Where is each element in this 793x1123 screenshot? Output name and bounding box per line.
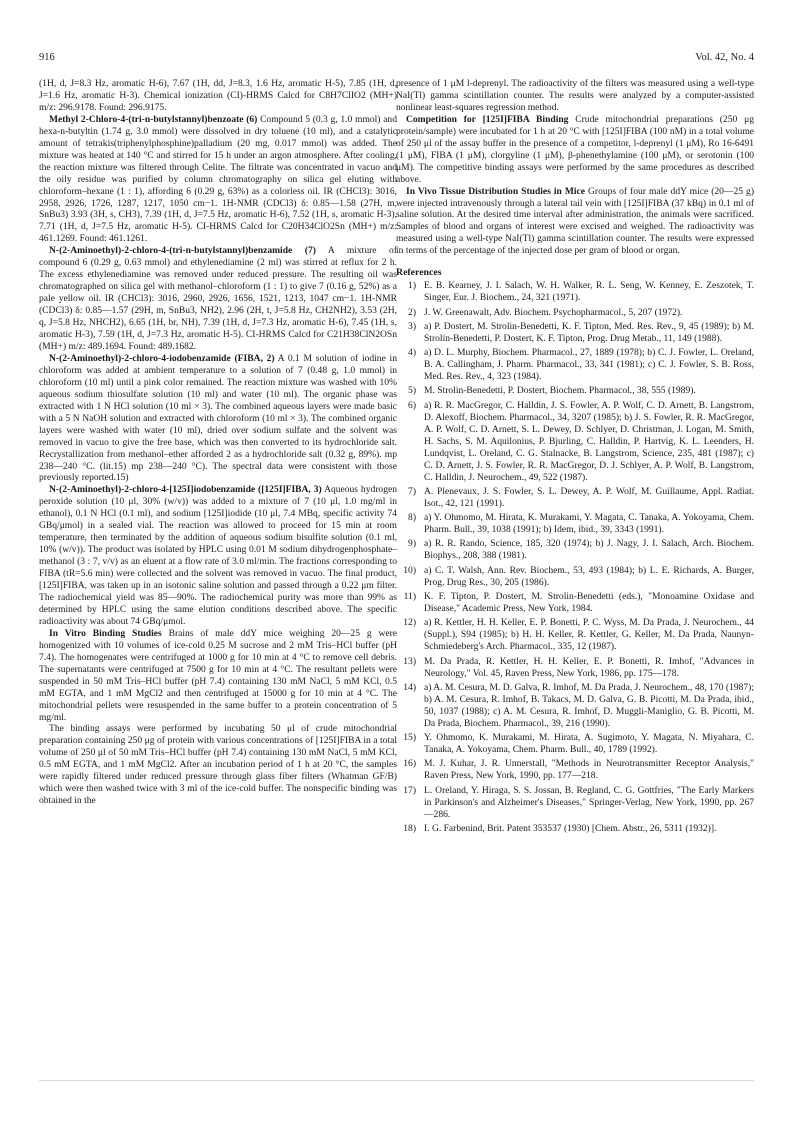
reference-item [396,385,754,397]
reference-text: A. Plenevaux, J. S. Fowler, S. L. Dewey, A. P. Wolf, M. Guillaume, Appl. Radiat. Isot., 42, 121 (1991). [424,485,754,509]
reference-number: 10) [403,564,416,576]
reference-number: 16) [403,758,416,770]
paragraph-text: Groups of four male ddY mice (20—25 g) were injected intravenously through a lateral tail vein with [125I]FIBA (37 kBq) in 0.1 ml of saline solution. At the desired time interval after administration, the animals were sacrificed. Samples of blood and organs of interest were excised and weighed. The radioactivity was measured using a well-type NaI(Tl) gamma scintillation counter. The results were expressed in terms of the percentage of the injected dose per gram of blood or organ. [396,185,754,257]
reference-number: 17) [403,784,416,796]
reference-item [396,785,754,821]
right-column [396,78,754,837]
paragraph-continuation: (1H, d, J=8.3 Hz, aromatic H-6), 7.67 (1H, dd, J=8.3, 1.6 Hz, aromatic H-5), 7.85 (1H, d, J=1.6 Hz, aromatic H-3). Chemical ionization (CI)-HRMS Calcd for C8H7ClIO2 (MH+) m/z: 296.9178. Found: 296.9175. [39,78,397,113]
reference-text: M. Strolin-Benedetti, P. Dostert, Biochem. Pharmacol., 38, 555 (1989). [424,385,696,397]
section-heading: N-(2-Aminoethyl)-2-chloro-4-[125I]iodobenzamide ([125I]FIBA, 3) [49,484,322,496]
reference-text: a) R. R. MacGregor, C. Halldin, J. S. Fowler, A. P. Wolf, C. D. Arnett, B. Langstrom, D. Alexoff, Biochem. Pharmacol., 34, 3207 (1985); b) J. S. Fowler, R. R. MacGregor, A. P. Wolf, C. D. Arnett, S. L. Dewey, D. Schlyer, D. Christman, J. Logan, M. Smith, H. Sachs, S. M. Aquilonius, P. Bjurling, C. Halldin, P. Hartvig, K. L. Leenders, H. Lundqvist, L. Oreland, C. G. Stalnacke, B. Langstrom, Science, 235, 481 (1987); c) C. D. Arnett, J. S. Fowler, R. R. MacGregor, D. J. Schlyer, A. P. Wolf, B. Langstrom, C. Halldin, J. Neurochem., 49, 522 (1987). [424,399,754,483]
reference-text: Y. Ohmomo, K. Murakami, M. Hirata, A. Sugimoto, Y. Magata, N. Miyahara, C. Tanaka, A. Yokoyama, Chem. Pharm. Bull., 40, 1789 (1992). [424,732,754,756]
left-column [39,78,397,807]
paragraph-in-vitro [39,628,397,724]
section-heading: Competition for [125I]FIBA Binding [406,113,569,125]
section-heading: In Vivo Tissue Distribution Studies in Mice [406,185,585,197]
reference-item [396,591,754,615]
page-header [39,52,754,66]
reference-number: 5) [408,385,416,397]
reference-item [396,280,754,304]
paragraph-labeled-fiba [39,484,397,627]
paragraph-compound-6 [39,114,397,245]
reference-text: J. W. Greenawalt, Adv. Biochem. Psychopharmacol., 5, 207 (1972). [424,306,683,318]
footer-rule [39,1080,754,1081]
references-list [396,280,754,835]
reference-item [396,400,754,484]
paragraph-compound-7 [39,245,397,353]
paragraph-text: Compound 5 (0.3 g, 1.0 mmol) and hexa-n-butyltin (1.74 g, 3.0 mmol) were dissolved in dry toluene (10 ml), and a catalytic amount of tetrakis(triphenylphosphine)palladium (20 mg, 0.017 mmol) was added. The mixture was heated at 140 °C and stirred for 15 h under an argon atmosphere. After cooling, the reaction mixture was filtered through Celite. The filtrate was concentrated in vacuo and the oily residue was purified by column chromatography on silica gel eluting with chloroform–hexane (1 : 1), affording 6 (0.29 g, 63%) as a colorless oil. IR (CHCl3): 3016, 2958, 2926, 1726, 1287, 1217, 1050 cm−1. 1H-NMR (CDCl3) δ: 0.85—1.58 (27H, m, SnBu3) 3.93 (3H, s, CH3), 7.39 (1H, d, J=7.5 Hz, aromatic H-6), 7.52 (1H, s, aromatic H-3), 7.71 (1H, d, J=7.5 Hz, aromatic H-5). CI-HRMS Calcd for C20H34ClO2Sn (MH+) m/z: 461.1269. Found: 461.1261. [39,113,397,245]
reference-text: E. B. Kearney, J. I. Salach, W. H. Walker, R. L. Seng, W. Kenney, E. Zeszotek, T. Singer, Eur. J. Biochem., 24, 321 (1971). [424,280,754,304]
references-heading: References [396,267,442,279]
paragraph-continuation: presence of 1 μM l-deprenyl. The radioactivity of the filters was measured using a well-type NaI(Tl) gamma scintillation counter. The results were analyzed by a computer-assisted nonlinear least-squares regression method. [396,78,754,113]
reference-number: 8) [408,512,416,524]
reference-text: L. Oreland, Y. Hiraga, S. S. Jossan, B. Regland, C. G. Gottfries, "The Early Markers in Parkinson's and Alzheimer's Diseases," Springer-Verlag, New York, 1990, pp. 267—286. [424,784,754,820]
reference-number: 14) [403,681,416,693]
paragraph-binding-assay: The binding assays were performed by incubating 50 μl of crude mitochondrial preparation containing 250 μg of protein with various concentrations of [125I]FIBA in a total volume of 250 μl of 50 mM Tris–HCl buffer (pH 7.4) containing 130 mM NaCl, 5 mM KCl, 0.5 mM EGTA, and 1 mM MgCl2. After an incubation period of 1 h at 20 °C, the samples were rapidly filtered under reduced pressure through glass fiber filters (Whatman GF/B) which were then washed twice with 3 ml of the ice-cold buffer. The nonspecific binding was obtained in the [39,723,397,807]
reference-text: a) P. Dostert, M. Strolin-Benedetti, K. F. Tipton, Med. Res. Rev., 9, 45 (1989); b) M. Strolin-Benedetti, P. Dostert, K. F. Tipton, Prog. Drug Metab., 11, 149 (1988). [424,320,754,344]
reference-number: 1) [408,280,416,292]
reference-item [396,823,754,835]
reference-number: 4) [408,347,416,359]
reference-text: K. F. Tipton, P. Dostert, M. Strolin-Benedetti (eds.), "Monoamine Oxidase and Disease," Academic Press, New York, 1984. [424,591,754,614]
section-heading: In Vitro Binding Studies [49,627,162,639]
volume-issue: Vol. 42, No. 4 [695,52,754,63]
paragraph-text: A mixture of compound 6 (0.29 g, 0.63 mmol) and ethylenediamine (2 ml) was stirred at reflux for 2 h. The excess ethylenediamine was removed under reduced pressure. The resulting oil was chromatographed on silica gel with methanol–chloroform (1 : 1) to give 7 (0.16 g, 52%) as a pale yellow oil. IR (CHCl3): 3016, 2960, 2926, 1656, 1521, 1213, 1047 cm−1. 1H-NMR (CDCl3) δ: 0.85—1.57 (29H, m, SnBu3, NH2), 2.96 (2H, t, J=5.8 Hz, CH2NH2), 3.53 (2H, q, J=5.8 Hz, NHCH2), 6.65 (1H, br, NH), 7.39 (1H, d, J=7.3 Hz, aromatic H-6), 7.45 (1H, s, aromatic H-3), 7.59 (1H, d, J=7.3 Hz, aromatic H-5). CI-HRMS Calcd for C21H38ClN2OSn (MH+) m/z: 489.1694. Found: 489.1682. [39,245,398,352]
reference-item [396,758,754,782]
paragraph-competition [396,114,754,186]
reference-item [396,565,754,589]
section-heading: N-(2-Aminoethyl)-2-chloro-4-iodobenzamide (FIBA, 2) [49,352,275,364]
reference-item [396,512,754,536]
reference-number: 15) [403,732,416,744]
reference-number: 9) [408,538,416,550]
paragraph-text: Crude mitochondrial preparations (250 μg protein/sample) were incubated for 1 h at 20 °C with [125I]FIBA (100 nM) in a total volume of 250 μl of the assay buffer in the presence of a competitor, l-deprenyl (1 μM), Ro 16-6491 (1 μM), FIBA (1 μM), clorgyline (1 μM), β-phenethylamine (100 μM), or serotonin (100 μM). The competitive binding assays were performed by the same procedures as described above. [396,113,754,185]
reference-number: 18) [403,822,416,834]
reference-item [396,538,754,562]
reference-number: 13) [403,655,416,667]
section-heading: Methyl 2-Chloro-4-(tri-n-butylstannyl)benzoate (6) [49,113,258,125]
reference-item [396,682,754,730]
paragraph-fiba [39,353,397,484]
page-number: 916 [39,52,55,63]
section-heading: N-(2-Aminoethyl)-2-chloro-4-(tri-n-butylstannyl)benzamide (7) [49,245,316,257]
reference-item [396,347,754,383]
paragraph-text: A 0.1 M solution of iodine in chloroform was added at ambient temperature to a solution of 7 (0.48 g, 1.0 mmol) in chloroform (10 ml) until a pink color remained. The reaction mixture was washed with 10% aqueous sodium thiosulfate solution (10 ml) and water (10 ml). The organic phase was extracted with 1 N HCl solution (10 ml × 3). The combined aqueous layers were made basic with a 5 N NaOH solution and extracted with chloroform (10 ml × 3). The combined organic layers were washed with water (10 ml), dried over sodium sulfate and the solvent was removed in vacuo to give the free base, which was then converted to its hydrochloride salt. Recrystallization from methanol–ether afforded 2 as a hydrochloride salt (0.32 g, 89%). mp 238—240 °C. (lit.15) mp 238—240 °C). The spectral data were consistent with those previously reported.15) [39,352,397,484]
reference-item [396,617,754,653]
reference-text: a) A. M. Cesura, M. D. Galva, R. Imhof, M. Da Prada, J. Neurochem., 48, 170 (1987); b) A. M. Cesura, R. Imhof, B. Takacs, M. D. Galva, G. B. Picotti, M. Da Prada, ibid., 50, 1037 (1988); c) A. M. Cesura, R. Imhof, D. Muggli-Maniglio, G. B. Picotti, M. Da Prada, Biochem. Pharmacol., 39, 216 (1990). [424,681,754,729]
reference-number: 6) [408,399,416,411]
reference-number: 3) [408,320,416,332]
paragraph-text: Aqueous hydrogen peroxide solution (10 μl, 30% (w/v)) was added to a mixture of 7 (10 μl, 1.0 mg/ml in ethanol), 0.1 N HCl (0.1 ml), and sodium [125I]iodide (10 μl, 7.4 MBq, specific activity 74 GBq/μmol) in a sealed vial. The reaction was allowed to proceed for 15 min at room temperature, then terminated by the addition of aqueous sodium bisulfite solution (0.1 ml, 10% (w/v)). The product was isolated by HPLC using 0.01 M sodium dihydrogenphosphate–methanol (3 : 7, v/v) as an eluent at a flow rate of 3.0 ml/min. The fractions corresponding to FIBA (tR=5.6 min) were collected and the solvent was removed in vacuo. The final product, [125I]FIBA, was taken up in an isotonic saline solution and passed through a 0.22 μm filter. The radiochemical yield was 85—90%. The radiochemical purity was more than 99% as determined by HPLC using the same elution conditions described above. The specific radioactivity was about 74 GBq/μmol. [39,484,397,627]
reference-number: 7) [408,485,416,497]
reference-text: a) R. Kettler, H. H. Keller, E. P. Bonetti, P. C. Wyss, M. Da Prada, J. Neurochem., 44 (Suppl.), S94 (1985); b) H. H. Keller, R. Kettler, G. Keller, M. Da Prada, Naunyn-Schmiedeberg's Arch. Pharmacol., 335, 12 (1987). [424,617,754,653]
reference-item [396,732,754,756]
paragraph-in-vivo [396,186,754,258]
reference-text: I. G. Farbenind, Brit. Patent 353537 (1930) [Chem. Abstr., 26, 5311 (1932)]. [424,822,717,834]
reference-item [396,656,754,680]
reference-text: a) Y. Ohmomo, M. Hirata, K. Murakami, Y. Magata, C. Tanaka, A. Yokoyama, Chem. Pharm. Bull., 39, 1038 (1991); b) Idem, ibid., 39, 3343 (1991). [424,512,754,536]
reference-text: M. J. Kuhar, J. R. Unnerstall, "Methods in Neurotransmitter Receptor Analysis," Raven Press, New York, 1990, pp. 177—218. [424,758,754,782]
reference-text: M. Da Prada, R. Kettler, H. H. Keller, E. P. Bonetti, R. Imhof, "Advances in Neurology," Vol. 45, Raven Press, New York, 1986, pp. 175—178. [424,655,754,679]
reference-item [396,321,754,345]
reference-number: 11) [403,591,416,603]
reference-text: a) D. L. Murphy, Biochem. Pharmacol., 27, 1889 (1978); b) C. J. Fowler, L. Oreland, B. A. Callingham, J. Pharm. Pharmacol., 33, 341 (1981); c) C. J. Fowler, S. B. Ross, Med. Res. Rev., 4, 323 (1984). [424,347,754,383]
paragraph-text: Brains of male ddY mice weighing 20—25 g were homogenized with 10 volumes of ice-cold 0.25 M sucrose and 2 mM Tris–HCl buffer (pH 7.4). The homogenates were centrifuged at 1000 g for 10 min at 4 °C to remove cell debris. The supernatants were centrifuged at 7500 g for 10 min at 4 °C. The resultant pellets were suspended in 50 mM Tris–HCl buffer (pH 7.4) containing 130 mM NaCl, 5 mM KCl, 0.5 mM EGTA, and 1 mM MgCl2 and then centrifuged at 15000 g for 10 min at 4 °C. The mitochondrial pellets were resuspended in the same buffer to a protein concentration of 5 mg/ml. [39,627,398,723]
reference-text: a) C. T. Walsh, Ann. Rev. Biochem., 53, 493 (1984); b) L. E. Richards, A. Burger, Prog. Drug Res., 30, 205 (1986). [424,564,754,588]
reference-number: 2) [408,306,416,318]
reference-number: 12) [403,617,416,629]
reference-text: a) R. R. Rando, Science, 185, 320 (1974); b) J. Nagy, J. I. Salach, Arch. Biochem. Biophys., 208, 388 (1981). [424,538,754,562]
reference-item [396,486,754,510]
reference-item [396,307,754,319]
